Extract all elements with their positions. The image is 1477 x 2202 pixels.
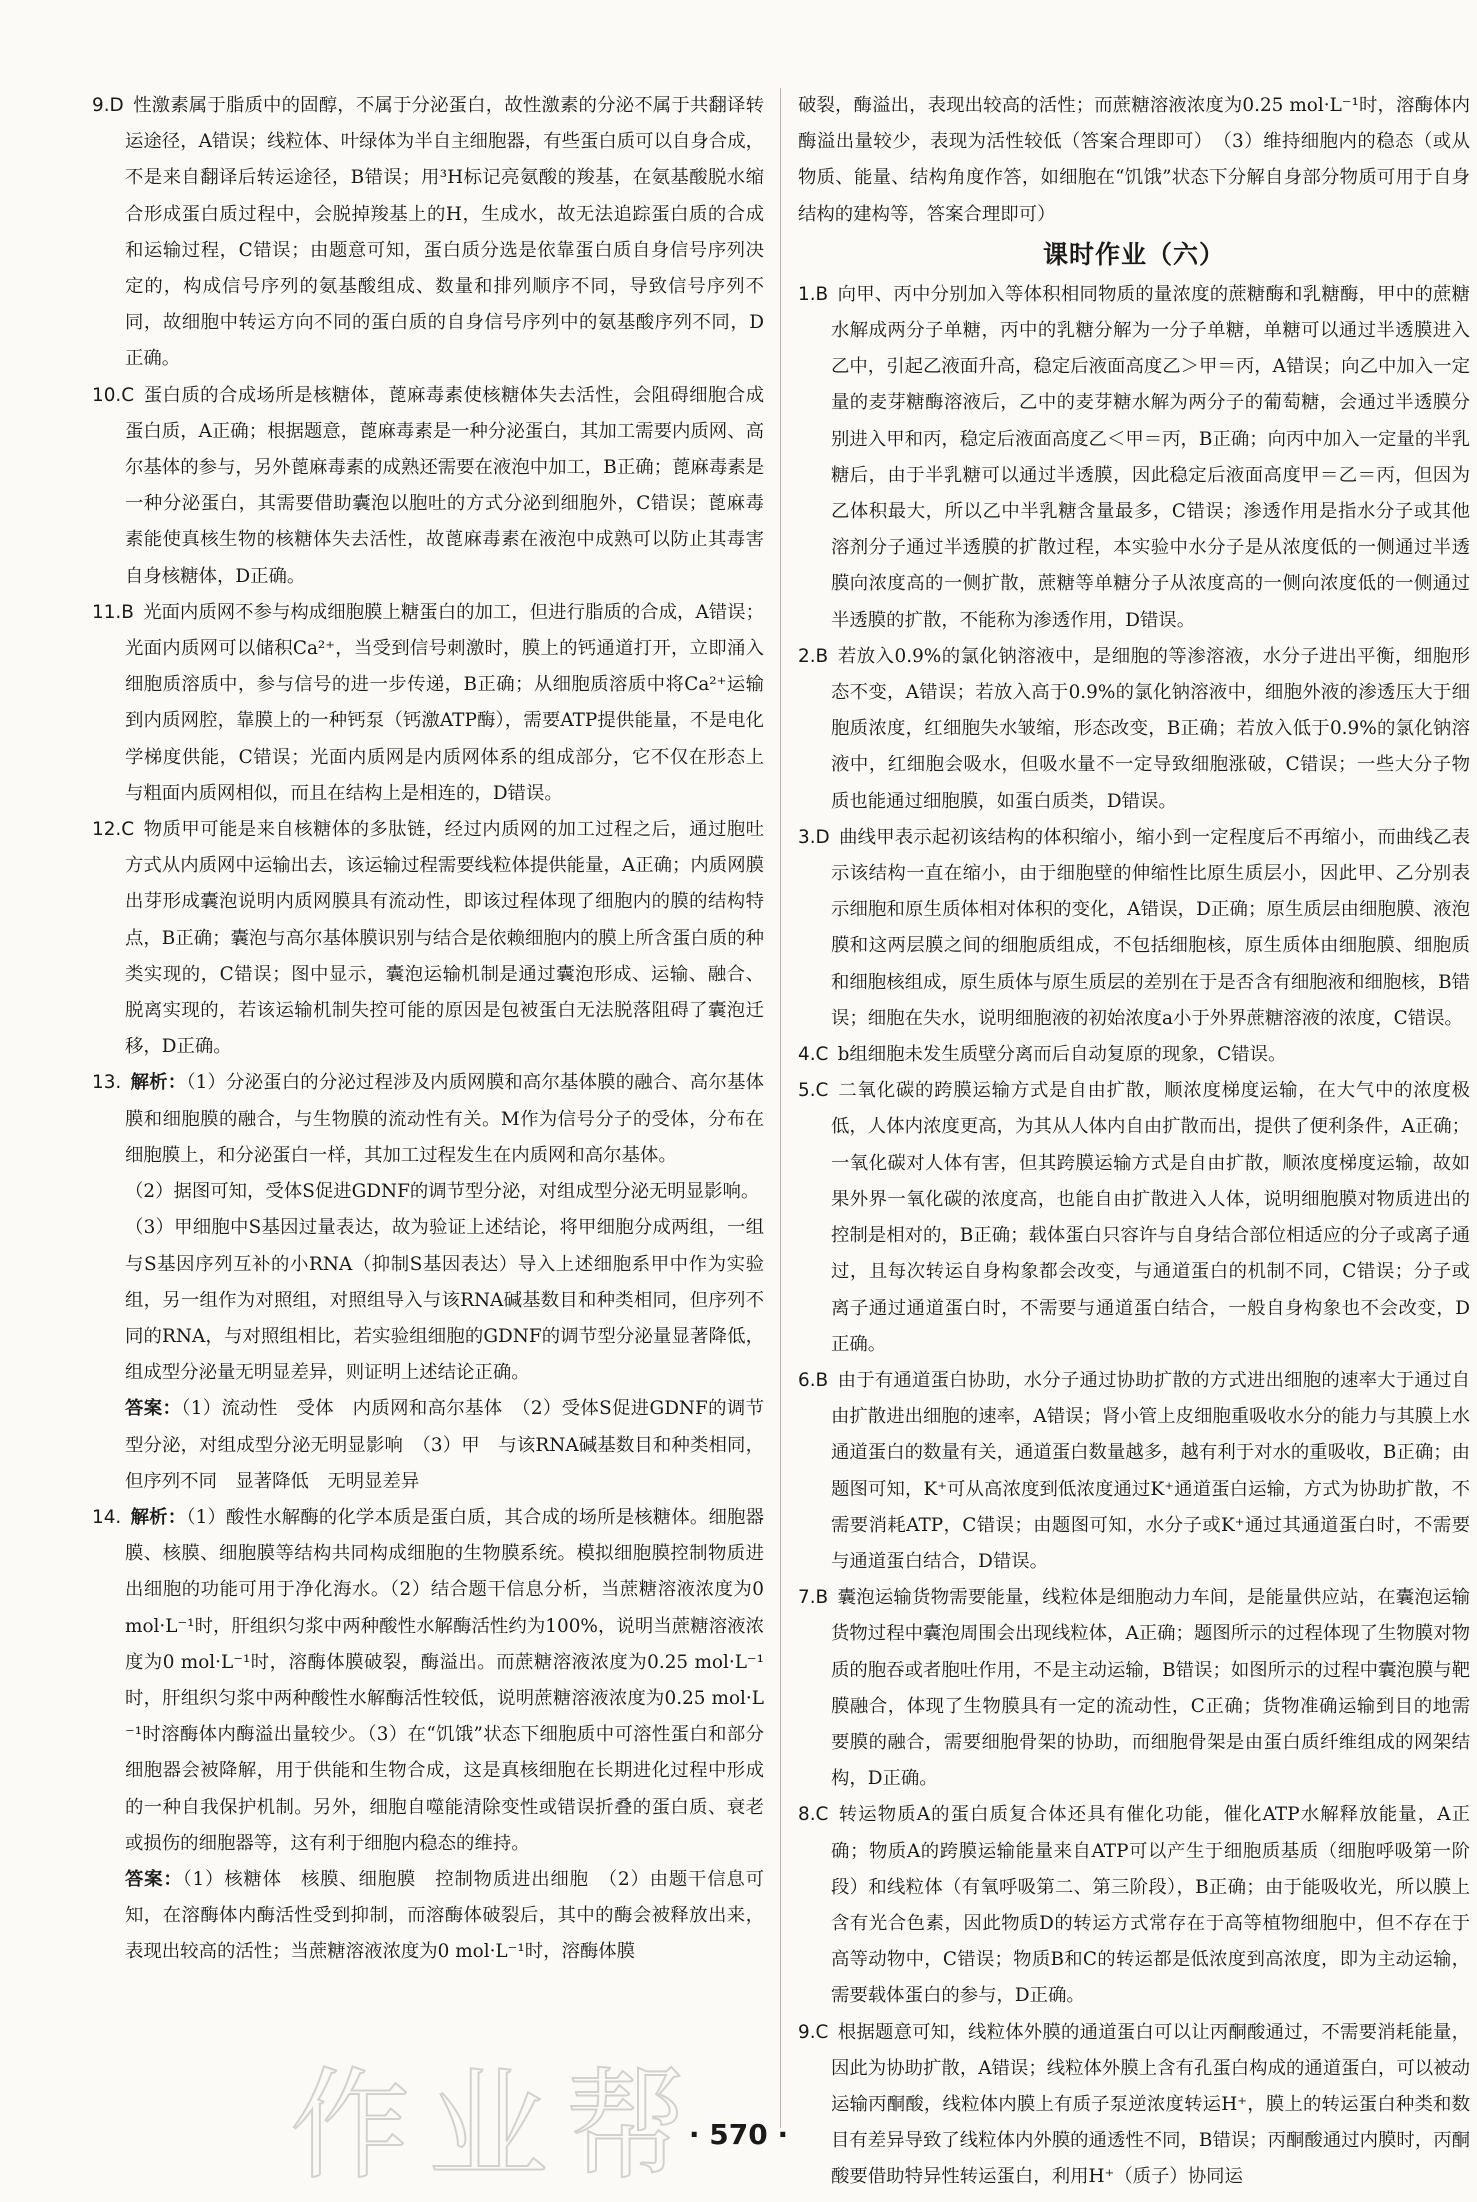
answer-paragraph <box>92 1391 764 1500</box>
answer-item <box>92 595 764 812</box>
right-column <box>798 88 1470 2196</box>
answer-item <box>798 277 1470 639</box>
answer-paragraph <box>92 1862 764 1971</box>
answer-item <box>92 812 764 1065</box>
answer-text: 破裂，酶溢出，表现出较高的活性；而蔗糖溶液浓度为0.25 mol·L⁻¹时，溶酶体内酶溢出量较少，表现为活性较低（答案合理即可） （3）维持细胞内的稳态（或从物质、能量、结构角度作答，如细胞在“饥饿”状态下分解自身部分物质可用于自身结构的建构等，答案合理即可） <box>798 95 1470 225</box>
question-number: 14. <box>92 1506 122 1528</box>
answer-item <box>798 1037 1470 1073</box>
left-column <box>92 88 764 1971</box>
page-number: · 570 · <box>688 2118 789 2151</box>
question-number: 3.D <box>798 826 830 848</box>
answer-item <box>798 1073 1470 1363</box>
watermark-logo: 作业帮 <box>290 2057 704 2196</box>
answer-item <box>92 88 764 378</box>
answer-item <box>92 378 764 595</box>
answer-label: 答案： <box>125 1868 183 1890</box>
answer-text: 根据题意可知，线粒体外膜的通道蛋白可以让丙酮酸通过，不需要消耗能量，因此为协助扩散，A错误；线粒体外膜上含有孔蛋白构成的通道蛋白，可以被动运输丙酮酸，线粒体内膜上有质子泵逆浓度转运H⁺，膜上的转运蛋白种类和数目有差异导致了线粒体内外膜的通透性不同，B错误；丙酮酸通过内膜时，丙酮酸要借助特异性转运蛋白，利用H⁺（质子）协同运 <box>831 2021 1470 2188</box>
answer-text: （1）酸性水解酶的化学本质是蛋白质，其合成的场所是核糖体。细胞器膜、核膜、细胞膜等结构共同构成细胞的生物膜系统。模拟细胞膜控制物质进出细胞的功能可用于净化海水。（2）结合题干信息分析，当蔗糖溶液浓度为0 mol·L⁻¹时，肝组织匀浆中两种酸性水解酶活性约为100%，说明当蔗糖溶液浓度为0 mol·L⁻¹时，溶酶体膜破裂，酶溢出。而蔗糖溶液浓度为0.25 mol·L⁻¹时，肝组织匀浆中两种酸性水解酶活性较低，说明蔗糖溶液浓度为0.25 mol·L⁻¹时溶酶体内酶溢出量较少。（3）在“饥饿”状态下细胞质中可溶性蛋白和部分细胞器会被降解，用于供能和生物合成，这是真核细胞在长期进化过程中形成的一种自我保护机制。另外，细胞自噬能清除变性或错误折叠的蛋白质、衰老或损伤的细胞器等，这有利于细胞内稳态的维持。 <box>125 1506 764 1854</box>
answer-label: 解析： <box>130 1072 187 1094</box>
answer-item <box>92 1065 764 1174</box>
question-number: 4.C <box>798 1044 829 1066</box>
answer-text: 物质甲可能是来自核糖体的多肽链，经过内质网的加工过程之后，通过胞吐方式从内质网中运输出去，该运输过程需要线粒体提供能量，A正确；内质网膜出芽形成囊泡说明内质网膜具有流动性，即该过程体现了细胞内的膜的结构特点，B正确；囊泡与高尔基体膜识别与结合是依赖细胞内的膜上所含蛋白质的种类实现的，C错误；图中显示，囊泡运输机制是通过囊泡形成、运输、融合、脱离实现的，若该运输机制失控可能的原因是包被蛋白无法脱落阻碍了囊泡迁移，D正确。 <box>125 819 764 1058</box>
answer-text: 转运物质A的蛋白质复合体还具有催化功能，催化ATP水解释放能量，A正确；物质A的跨膜运输能量来自ATP可以产生于细胞质基质（细胞呼吸第一阶段）和线粒体（有氧呼吸第二、第三阶段），B正确；由于能吸收光，所以膜上含有光合色素，因此物质D的转运方式常存在于高等植物细胞中，但不存在于高等动物中，C错误；物质B和C的转运都是低浓度到高浓度，即为主动运输，需要载体蛋白的参与，D正确。 <box>831 1804 1470 2007</box>
answer-text: （1）分泌蛋白的分泌过程涉及内质网膜和高尔基体膜的融合、高尔基体膜和细胞膜的融合，与生物膜的流动性有关。M作为信号分子的受体，分布在细胞膜上，和分泌蛋白一样，其加工过程发生在内质网和高尔基体。 <box>125 1072 764 1166</box>
question-number: 11.B <box>92 601 134 623</box>
answer-text: （1）流动性 受体 内质网和高尔基体 （2）受体S促进GDNF的调节型分泌，对组成型分泌无明显影响 （3）甲 与该RNA碱基数目和种类相同，但序列不同 显著降低 无明显差异 <box>125 1398 764 1492</box>
answer-text: 由于有通道蛋白协助，水分子通过协助扩散的方式进出细胞的速率大于通过自由扩散进出细胞的速率，A错误；肾小管上皮细胞重吸收水分的能力与其膜上水通道蛋白的数量有关，通道蛋白数量越多，越有利于对水的重吸收，B正确；由题图可知，K⁺可从高浓度到低浓度通过K⁺通道蛋白运输，方式为协助扩散，不需要消耗ATP，C错误；由题图可知，水分子或K⁺通过其通道蛋白时，不需要与通道蛋白结合，D错误。 <box>831 1369 1470 1572</box>
answer-text: 囊泡运输货物需要能量，线粒体是细胞动力车间，是能量供应站，在囊泡运输货物过程中囊泡周围会出现线粒体，A正确；题图所示的过程体现了生物膜对物质的胞吞或者胞吐作用，不是主动运输，B错误；如图所示的过程中囊泡膜与靶膜融合，体现了生物膜具有一定的流动性，C正确；货物准确运输到目的地需要膜的融合，需要细胞骨架的协助，而细胞骨架是由蛋白质纤维组成的网架结构，D正确。 <box>831 1587 1470 1790</box>
question-number: 12.C <box>92 819 135 841</box>
answer-text: 二氧化碳的跨膜运输方式是自由扩散，顺浓度梯度运输，在大气中的浓度极低，人体内浓度更高，为其从人体内自由扩散而出，提供了便利条件，A正确；一氧化碳对人体有害，但其跨膜运输方式是自由扩散，顺浓度梯度运输，故如果外界一氧化碳的浓度高，也能自由扩散进入人体，说明细胞膜对物质进出的控制是相对的，B正确；载体蛋白只容许与自身结合部位相适应的分子或离子通过，且每次转运自身构象都会改变，与通道蛋白的机制不同，C错误；分子或离子通过通道蛋白时，不需要与通道蛋白结合，一般自身构象也不会改变，D正确。 <box>831 1080 1470 1355</box>
question-number: 5.C <box>798 1080 829 1102</box>
answer-text: （3）甲细胞中S基因过量表达，故为验证上述结论，将甲细胞分成两组，一组与S基因序列互补的小RNA（抑制S基因表达）导入上述细胞系甲中作为实验组，另一组作为对照组，对照组导入与该RNA碱基数目和种类相同，但序列不同的RNA，与对照组相比，若实验组细胞的GDNF的调节型分泌量显著降低，组成型分泌量无明显差异，则证明上述结论正确。 <box>125 1217 764 1384</box>
answer-label: 解析： <box>130 1506 187 1528</box>
answer-paragraph <box>798 88 1470 233</box>
answer-item <box>798 2015 1470 2196</box>
question-number: 13. <box>92 1072 122 1094</box>
answer-label: 答案： <box>125 1398 182 1420</box>
answer-paragraph <box>92 1210 764 1391</box>
answer-text: 光面内质网不参与构成细胞膜上糖蛋白的加工，但进行脂质的合成，A错误；光面内质网可以储积Ca²⁺，当受到信号刺激时，膜上的钙通道打开，立即涌入细胞质溶质中，参与信号的进一步传递，B正确；从细胞质溶质中将Ca²⁺运输到内质网腔，靠膜上的一种钙泵（钙激ATP酶），需要ATP提供能量，不是电化学梯度供能，C错误；光面内质网是内质网体系的组成部分，它不仅在形态上与粗面内质网相似，而且在结构上是相连的，D错误。 <box>125 601 764 804</box>
answer-text: 蛋白质的合成场所是核糖体，蓖麻毒素使核糖体失去活性，会阻碍细胞合成蛋白质，A正确；根据题意，蓖麻毒素是一种分泌蛋白，其加工需要内质网、高尔基体的参与，另外蓖麻毒素的成熟还需要在液泡中加工，B正确；蓖麻毒素是一种分泌蛋白，其需要借助囊泡以胞吐的方式分泌到细胞外，C错误；蓖麻毒素能使真核生物的核糖体失去活性，故蓖麻毒素在液泡中成熟可以防止其毒害自身核糖体，D正确。 <box>125 384 764 587</box>
section-title: 课时作业（六） <box>1042 239 1225 269</box>
answer-text: 若放入0.9%的氯化钠溶液中，是细胞的等渗溶液，水分子进出平衡，细胞形态不变，A错误；若放入高于0.9%的氯化钠溶液中，细胞外液的渗透压大于细胞质浓度，红细胞失水皱缩，形态改变，B正确；若放入低于0.9%的氯化钠溶液中，红细胞会吸水，但吸水量不一定导致细胞涨破，C错误；一些大分子物质也能通过细胞膜，如蛋白质类，D错误。 <box>831 645 1470 812</box>
answer-text: （1）核糖体 核膜、细胞膜 控制物质进出细胞 （2）由题干信息可知，在溶酶体内酶活性受到抑制，而溶酶体破裂后，其中的酶会被释放出来，表现出较高的活性；当蔗糖溶液浓度为0 mol·L⁻¹时，溶酶体膜 <box>125 1868 764 1963</box>
question-number: 9.C <box>798 2021 829 2043</box>
answer-paragraph <box>92 1174 764 1210</box>
question-number: 8.C <box>798 1804 829 1826</box>
question-number: 9.D <box>92 95 124 116</box>
answer-text: 性激素属于脂质中的固醇，不属于分泌蛋白，故性激素的分泌不属于共翻译转运途径，A错误；线粒体、叶绿体为半自主细胞器，有些蛋白质可以自身合成，不是来自翻译后转运途径，B错误；用³H标记亮氨酸的羧基，在氨基酸脱水缩合形成蛋白质过程中，会脱掉羧基上的H，生成水，故无法追踪蛋白质的合成和运输过程，C错误；由题意可知，蛋白质分选是依靠蛋白质自身信号序列决定的，构成信号序列的氨基酸组成、数量和排列顺序不同，导致信号序列不同，故细胞中转运方向不同的蛋白质的自身信号序列中的氨基酸序列不同，D正确。 <box>125 95 764 370</box>
question-number: 1.B <box>798 283 829 305</box>
answer-item <box>798 1363 1470 1580</box>
question-number: 6.B <box>798 1369 829 1391</box>
column-divider <box>780 88 781 2128</box>
question-number: 7.B <box>798 1587 829 1609</box>
answer-text: b组细胞未发生质壁分离而后自动复原的现象，C错误。 <box>837 1044 1287 1066</box>
answer-text: 向甲、丙中分别加入等体积相同物质的量浓度的蔗糖酶和乳糖酶，甲中的蔗糖水解成两分子单糖，丙中的乳糖分解为一分子单糖，单糖可以通过半透膜进入乙中，引起乙液面升高，稳定后液面高度乙＞甲＝丙，A错误；向乙中加入一定量的麦芽糖酶溶液后，乙中的麦芽糖水解为两分子的葡萄糖，会通过半透膜分别进入甲和丙，稳定后液面高度乙＜甲＝丙，B正确；向丙中加入一定量的半乳糖后，由于半乳糖可以通过半透膜，因此稳定后液面高度甲＝乙＝丙，但因为乙体积最大，所以乙中半乳糖含量最多，C错误；渗透作用是指水分子或其他溶剂分子通过半透膜的扩散过程，本实验中水分子是从浓度低的一侧通过半透膜向浓度高的一侧扩散，蔗糖等单糖分子从浓度高的一侧向浓度低的一侧通过半透膜的扩散，不能称为渗透作用，D错误。 <box>831 283 1470 631</box>
answer-item <box>798 639 1470 820</box>
question-number: 10.C <box>92 384 135 406</box>
answer-item <box>798 820 1470 1037</box>
question-number: 2.B <box>798 645 829 667</box>
answer-item <box>798 1797 1470 2014</box>
answer-item <box>798 1580 1470 1797</box>
answer-item <box>92 1500 764 1862</box>
answer-text: 曲线甲表示起初该结构的体积缩小，缩小到一定程度后不再缩小，而曲线乙表示该结构一直在缩小，由于细胞壁的伸缩性比原生质层小，因此甲、乙分别表示细胞和原生质体相对体积的变化，A错误，D正确；原生质层由细胞膜、液泡膜和这两层膜之间的细胞质组成，不包括细胞核，原生质体由细胞膜、细胞质和细胞核组成，原生质体与原生质层的差别在于是否含有细胞液和细胞核，B错误；细胞在失水，说明细胞液的初始浓度a小于外界蔗糖溶液的浓度，C错误。 <box>831 826 1470 1029</box>
answer-text: （2）据图可知，受体S促进GDNF的调节型分泌，对组成型分泌无明显影响。 <box>125 1181 760 1203</box>
